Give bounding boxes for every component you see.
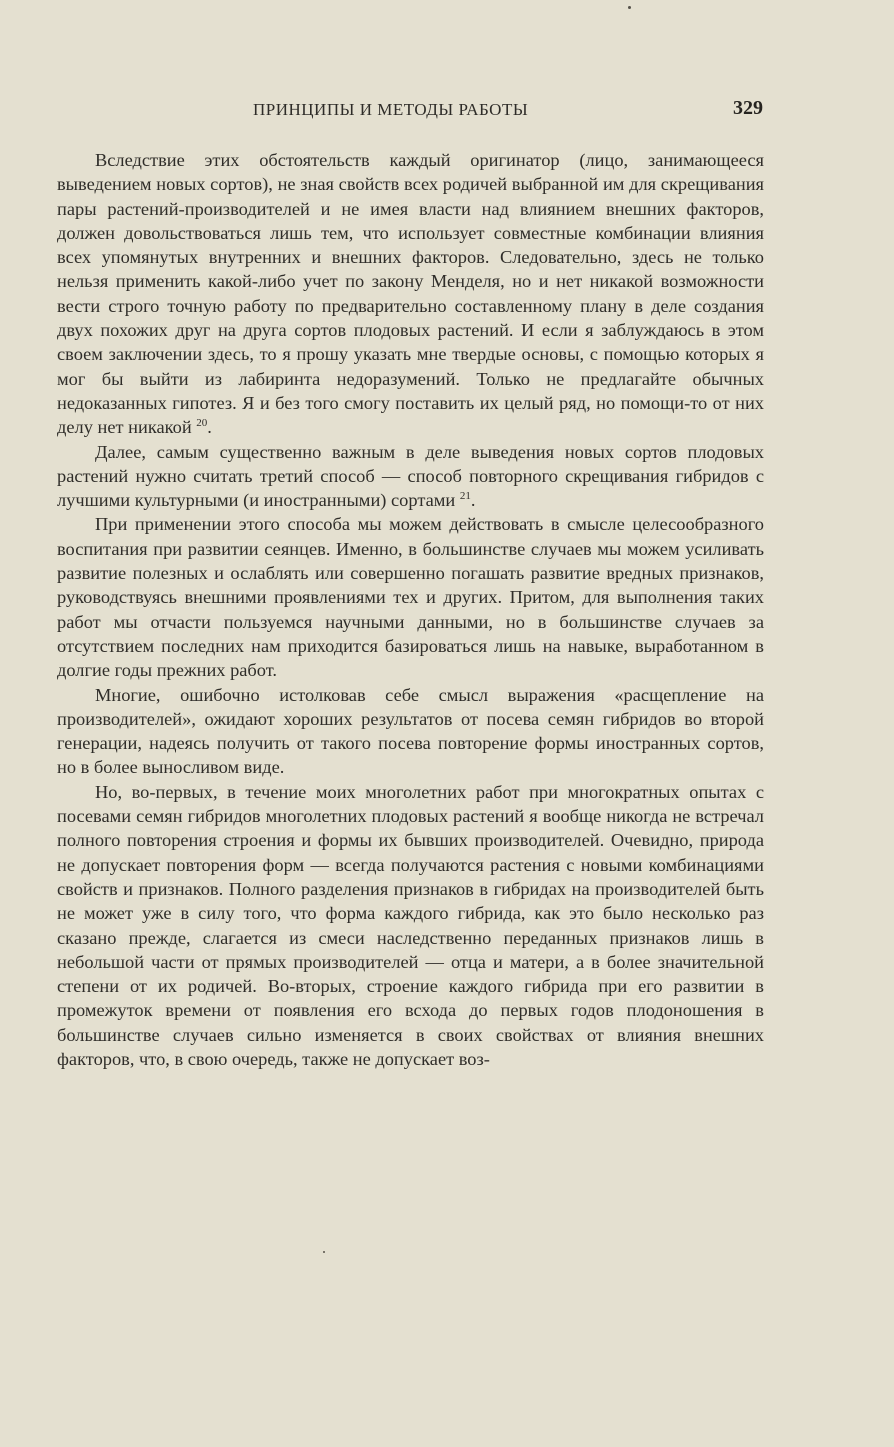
paper-speck: [628, 6, 631, 9]
paragraph-text: При применении этого способа мы можем действовать в смысле целесообразного воспитания при развитии сеянцев. Именно, в большинстве случаев мы можем усиливать развитие полезных и ослаблять или совершенно погашать развитие вредных признаков, руководствуясь внешними проявлениями тех и других. Притом, для выполнения таких работ мы отчасти пользуемся научными данными, но в большинстве случаев за отсутствием последних нам приходится базироваться лишь на навыке, выработанном в долгие годы прежних работ.: [57, 514, 764, 681]
page-number: 329: [733, 97, 763, 119]
paragraph-text: Далее, самым существенно важным в деле выведения новых сортов плодовых растений нужно считать третий способ — способ повторного скрещивания гибридов с лучшими культурными (и иностранными) сортами: [57, 441, 764, 511]
paragraph: [57, 440, 764, 513]
paragraph-text: Многие, ошибочно истолковав себе смысл выражения «расщепление на производителей», ожидают хороших результатов от посева семян гибридов во второй генерации, надеясь получить от такого посева повторение формы иностранных сортов, но в более выносливом виде.: [57, 684, 764, 778]
paragraph: [57, 683, 764, 780]
paragraph-text: Но, во-первых, в течение моих многолетних работ при многократных опытах с посевами семян гибридов многолетних плодовых растений я вообще никогда не встречал полного повторения строения и формы их бывших производителей. Очевидно, природа не допускает повторения форм — всегда получаются растения с новыми комбинациями свойств и признаков. Полного разделения признаков в гибридах на производителей быть не может уже в силу того, что форма каждого гибрида, как это было несколько раз сказано прежде, слагается из смеси наследственно переданных признаков лишь в небольшой части от прямых производителей — отца и матери, а в более значительной степени от их родичей. Во-вторых, строение каждого гибрида при его развитии в промежуток времени от появления его всхода до первых годов плодоношения в большинстве случаев сильно изменяется в своих свойствах от влияния внешних факторов, что, в свою очередь, также не допускает воз-: [57, 781, 764, 1069]
footnote-marker: 21: [459, 490, 471, 503]
paragraph-text: Вследствие этих обстоятельств каждый оригинатор (лицо, занимающееся выведением новых сортов), не зная свойств всех родичей выбранной им для скрещивания пары растений-производителей и не имея власти над влиянием внешних факторов, должен довольствоваться лишь тем, что использует совместные комбинации влияния всех упомянутых внутренних и внешних факторов. Следовательно, здесь не только нельзя применить какой-либо учет по закону Менделя, но и нет никакой возможности вести строго точную работу по предварительно составленному плану в деле создания двух похожих друг на друга сортов плодовых растений. И если я заблуждаюсь в этом своем заключении здесь, то я прошу указать мне твердые основы, с помощью которых я мог бы выйти из лабиринта недоразумений. Только не предлагайте обычных недоказанных гипотез. Я и без того смогу поставить их целый ряд, но помощи-то от них делу нет никакой: [57, 150, 764, 438]
paragraph-tail: .: [470, 490, 476, 511]
footnote-marker: 20: [196, 417, 208, 430]
body-text: [57, 148, 764, 1071]
paragraph-tail: .: [207, 417, 212, 438]
paper-speck: [323, 1251, 325, 1253]
running-title: ПРИНЦИПЫ И МЕТОДЫ РАБОТЫ: [253, 100, 529, 119]
paragraph: [57, 148, 764, 440]
paragraph: [57, 512, 764, 682]
paragraph: [57, 780, 764, 1072]
